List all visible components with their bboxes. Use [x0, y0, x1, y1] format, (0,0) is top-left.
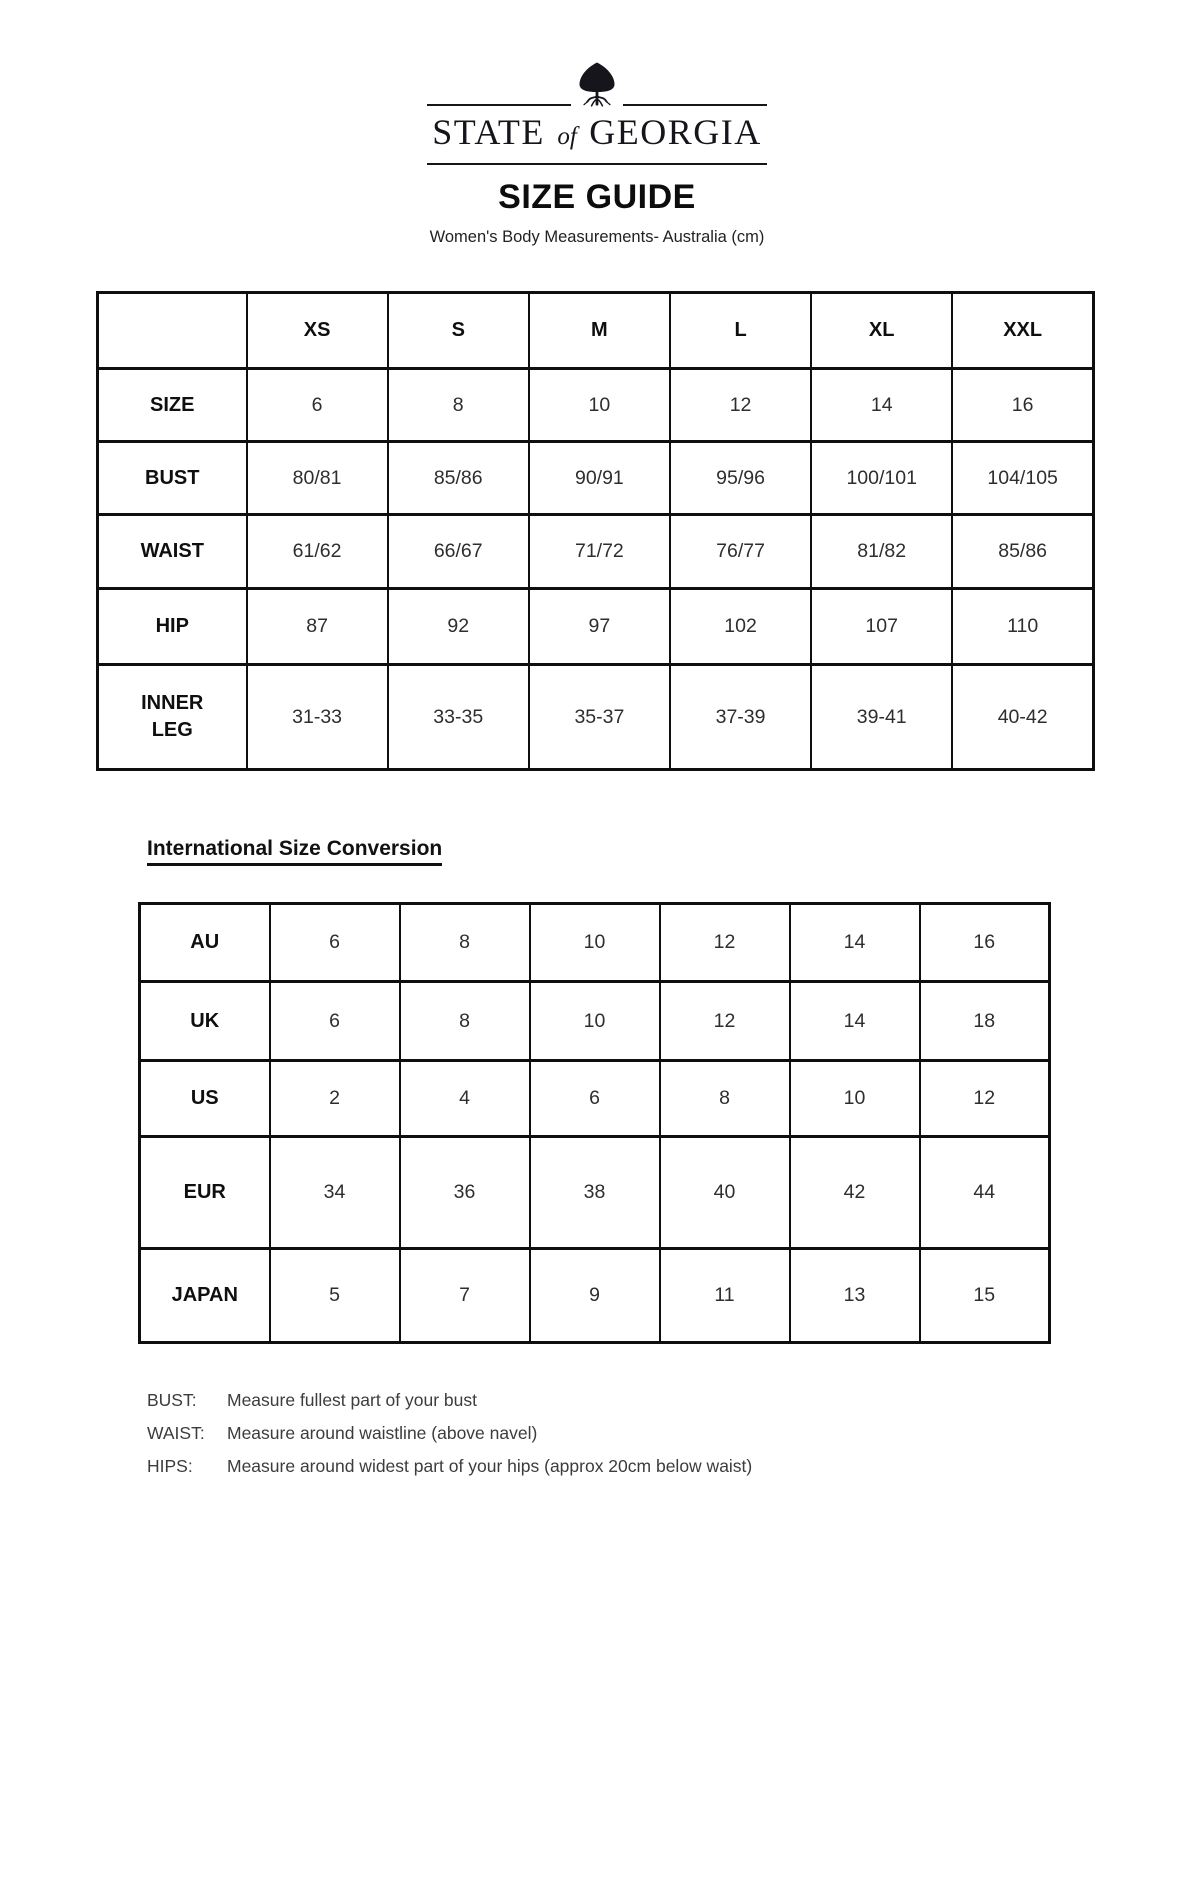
- cell-eur-6: 44: [920, 1137, 1050, 1249]
- col-header-xxl: XXL: [952, 293, 1093, 369]
- brand-name: [427, 106, 767, 163]
- brand-word-georgia: GEORGIA: [589, 112, 762, 152]
- cell-uk-2: 8: [400, 982, 530, 1061]
- cell-waist-xs: 61/62: [247, 515, 388, 589]
- cell-innerleg-xl: 39-41: [811, 665, 952, 770]
- note-waist: [147, 1417, 1194, 1450]
- cell-japan-3: 9: [530, 1249, 660, 1343]
- cell-eur-1: 34: [270, 1137, 400, 1249]
- cell-hip-xl: 107: [811, 589, 952, 665]
- cell-size-xl: 14: [811, 369, 952, 442]
- cell-japan-5: 13: [790, 1249, 920, 1343]
- logo-rule-bottom: [427, 163, 767, 165]
- cell-japan-1: 5: [270, 1249, 400, 1343]
- cell-hip-s: 92: [388, 589, 529, 665]
- table-row-au: [140, 904, 1050, 982]
- note-bust-label: BUST:: [147, 1390, 197, 1410]
- cell-size-s: 8: [388, 369, 529, 442]
- cell-eur-5: 42: [790, 1137, 920, 1249]
- cell-hip-xxl: 110: [952, 589, 1093, 665]
- brand-word-state: STATE: [432, 112, 545, 152]
- cell-innerleg-l: 37-39: [670, 665, 811, 770]
- cell-bust-m: 90/91: [529, 442, 670, 515]
- row-label-size: SIZE: [98, 369, 247, 442]
- body-measurements-table: [96, 291, 1095, 771]
- brand-word-of: of: [557, 123, 577, 150]
- table-row-uk: [140, 982, 1050, 1061]
- cell-hip-m: 97: [529, 589, 670, 665]
- note-bust: [147, 1384, 1194, 1417]
- row-label-uk: UK: [140, 982, 270, 1061]
- page-title: SIZE GUIDE: [498, 178, 696, 216]
- cell-innerleg-xs: 31-33: [247, 665, 388, 770]
- cell-size-xs: 6: [247, 369, 388, 442]
- cell-eur-3: 38: [530, 1137, 660, 1249]
- cell-waist-l: 76/77: [670, 515, 811, 589]
- cell-size-l: 12: [670, 369, 811, 442]
- cell-bust-s: 85/86: [388, 442, 529, 515]
- corner-cell: [98, 293, 247, 369]
- cell-waist-xl: 81/82: [811, 515, 952, 589]
- cell-eur-2: 36: [400, 1137, 530, 1249]
- table-row-us: [140, 1061, 1050, 1137]
- cell-us-3: 6: [530, 1061, 660, 1137]
- cell-innerleg-xxl: 40-42: [952, 665, 1093, 770]
- table-row-waist: [98, 515, 1094, 589]
- cell-uk-3: 10: [530, 982, 660, 1061]
- row-label-waist: WAIST: [98, 515, 247, 589]
- cell-au-2: 8: [400, 904, 530, 982]
- note-waist-label: WAIST:: [147, 1423, 205, 1443]
- cell-waist-m: 71/72: [529, 515, 670, 589]
- cell-bust-xl: 100/101: [811, 442, 952, 515]
- table-row-inner-leg: [98, 665, 1094, 770]
- cell-japan-4: 11: [660, 1249, 790, 1343]
- row-label-eur: EUR: [140, 1137, 270, 1249]
- cell-hip-l: 102: [670, 589, 811, 665]
- cell-au-5: 14: [790, 904, 920, 982]
- cell-bust-xs: 80/81: [247, 442, 388, 515]
- note-hips-text: Measure around widest part of your hips (approx 20cm below waist): [227, 1456, 753, 1476]
- row-label-japan: JAPAN: [140, 1249, 270, 1343]
- table-row-size: [98, 369, 1094, 442]
- cell-bust-xxl: 104/105: [952, 442, 1093, 515]
- cell-us-1: 2: [270, 1061, 400, 1137]
- col-header-xs: XS: [247, 293, 388, 369]
- note-waist-text: Measure around waistline (above navel): [227, 1423, 538, 1443]
- cell-us-4: 8: [660, 1061, 790, 1137]
- brand-logo: [427, 104, 767, 165]
- cell-uk-1: 6: [270, 982, 400, 1061]
- col-header-m: M: [529, 293, 670, 369]
- table-row-japan: [140, 1249, 1050, 1343]
- cell-au-6: 16: [920, 904, 1050, 982]
- cell-waist-s: 66/67: [388, 515, 529, 589]
- row-label-au: AU: [140, 904, 270, 982]
- tree-icon: [572, 61, 622, 109]
- cell-innerleg-m: 35-37: [529, 665, 670, 770]
- cell-au-4: 12: [660, 904, 790, 982]
- cell-us-5: 10: [790, 1061, 920, 1137]
- table-header-row: [98, 293, 1094, 369]
- conversion-heading: International Size Conversion: [147, 837, 442, 866]
- row-label-inner-leg: INNER LEG: [98, 665, 247, 770]
- cell-size-xxl: 16: [952, 369, 1093, 442]
- cell-japan-2: 7: [400, 1249, 530, 1343]
- table-row-bust: [98, 442, 1094, 515]
- note-hips: [147, 1450, 1194, 1483]
- cell-us-6: 12: [920, 1061, 1050, 1137]
- cell-innerleg-s: 33-35: [388, 665, 529, 770]
- cell-japan-6: 15: [920, 1249, 1050, 1343]
- note-hips-label: HIPS:: [147, 1456, 193, 1476]
- page-subtitle: Women's Body Measurements- Australia (cm): [429, 228, 765, 246]
- cell-size-m: 10: [529, 369, 670, 442]
- table-row-eur: [140, 1137, 1050, 1249]
- cell-hip-xs: 87: [247, 589, 388, 665]
- table-row-hip: [98, 589, 1094, 665]
- cell-uk-4: 12: [660, 982, 790, 1061]
- row-label-bust: BUST: [98, 442, 247, 515]
- cell-bust-l: 95/96: [670, 442, 811, 515]
- cell-uk-5: 14: [790, 982, 920, 1061]
- row-label-hip: HIP: [98, 589, 247, 665]
- col-header-s: S: [388, 293, 529, 369]
- col-header-xl: XL: [811, 293, 952, 369]
- cell-us-2: 4: [400, 1061, 530, 1137]
- col-header-l: L: [670, 293, 811, 369]
- cell-au-1: 6: [270, 904, 400, 982]
- international-conversion-table: [138, 902, 1051, 1344]
- cell-uk-6: 18: [920, 982, 1050, 1061]
- row-label-us: US: [140, 1061, 270, 1137]
- cell-waist-xxl: 85/86: [952, 515, 1093, 589]
- cell-au-3: 10: [530, 904, 660, 982]
- note-bust-text: Measure fullest part of your bust: [227, 1390, 477, 1410]
- measurement-notes: [147, 1384, 1194, 1483]
- cell-eur-4: 40: [660, 1137, 790, 1249]
